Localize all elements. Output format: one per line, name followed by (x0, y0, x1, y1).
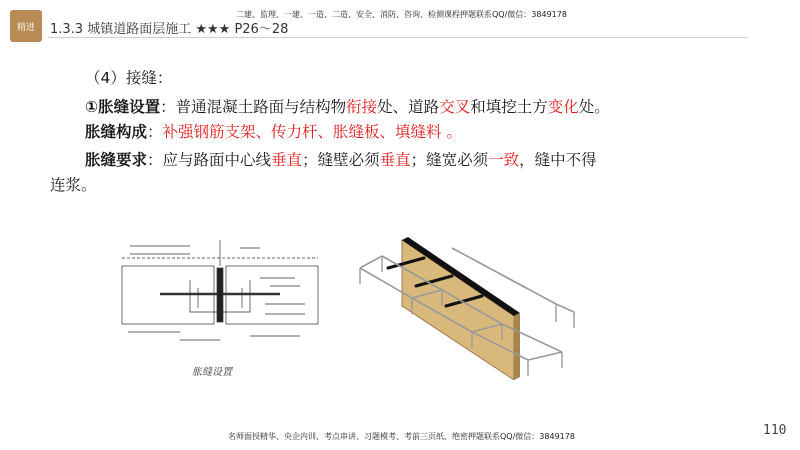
requirement-highlight-c: 一致 (488, 151, 520, 169)
setting-text-d: 处。 (578, 98, 610, 116)
joint-3d-illustration (352, 228, 584, 380)
page-number: 110 (763, 423, 787, 438)
setting-text-a: 普通混凝土路面与结构物 (175, 98, 347, 116)
requirement-highlight-a: 垂直 (271, 151, 303, 169)
setting-colon: ： (160, 98, 176, 116)
setting-highlight-c: 变化 (547, 98, 579, 116)
section-title: 1.3.3 城镇道路面层施工 ★★★ P26～28 (50, 22, 289, 37)
requirement-text-d: ，缝中不得 (519, 151, 597, 169)
setting-highlight-a: 衔接 (346, 98, 378, 116)
requirement-text-b: ；缝壁必须 (302, 151, 380, 169)
requirement-label: 胀缝要求 (85, 151, 148, 169)
expansion-joint-composition (85, 120, 462, 142)
expansion-joint-setting (85, 95, 610, 117)
requirement-highlight-b: 垂直 (379, 151, 411, 169)
composition-value: 补强钢筋支架、传力杆、胀缝板、填缝料 。 (162, 123, 462, 141)
requirement-continuation: 连浆。 (50, 176, 97, 194)
section-heading: （4）接缝： (85, 69, 173, 87)
setting-text-b: 处、道路 (377, 98, 440, 116)
joint-cross-section-drawing (120, 228, 320, 353)
setting-highlight-b: 交叉 (439, 98, 471, 116)
figure-caption: 胀缝设置 (192, 367, 232, 378)
composition-label: 胀缝构成 (85, 123, 148, 141)
expansion-joint-requirement (85, 148, 597, 170)
composition-colon: ： (147, 123, 163, 141)
header-divider (48, 37, 748, 38)
setting-text-c: 和填挖土方 (470, 98, 548, 116)
requirement-text-c: ；缝宽必须 (410, 151, 489, 169)
logo-text: 精进 (16, 22, 35, 33)
footer-notice: 名师面授精华、央企内训、考点串讲、习题模考、考前三页纸、绝密押题联系QQ/微信：3849178 (228, 432, 575, 441)
setting-label: ①胀缝设置 (85, 98, 161, 116)
requirement-colon: ： (147, 151, 163, 169)
requirement-text-a: 应与路面中心线 (162, 151, 272, 169)
logo (10, 10, 42, 42)
top-notice: 二建、监理、一建、一造、二造、安全、消防、咨询、检测课程押题联系QQ/微信：3849178 (236, 10, 567, 19)
